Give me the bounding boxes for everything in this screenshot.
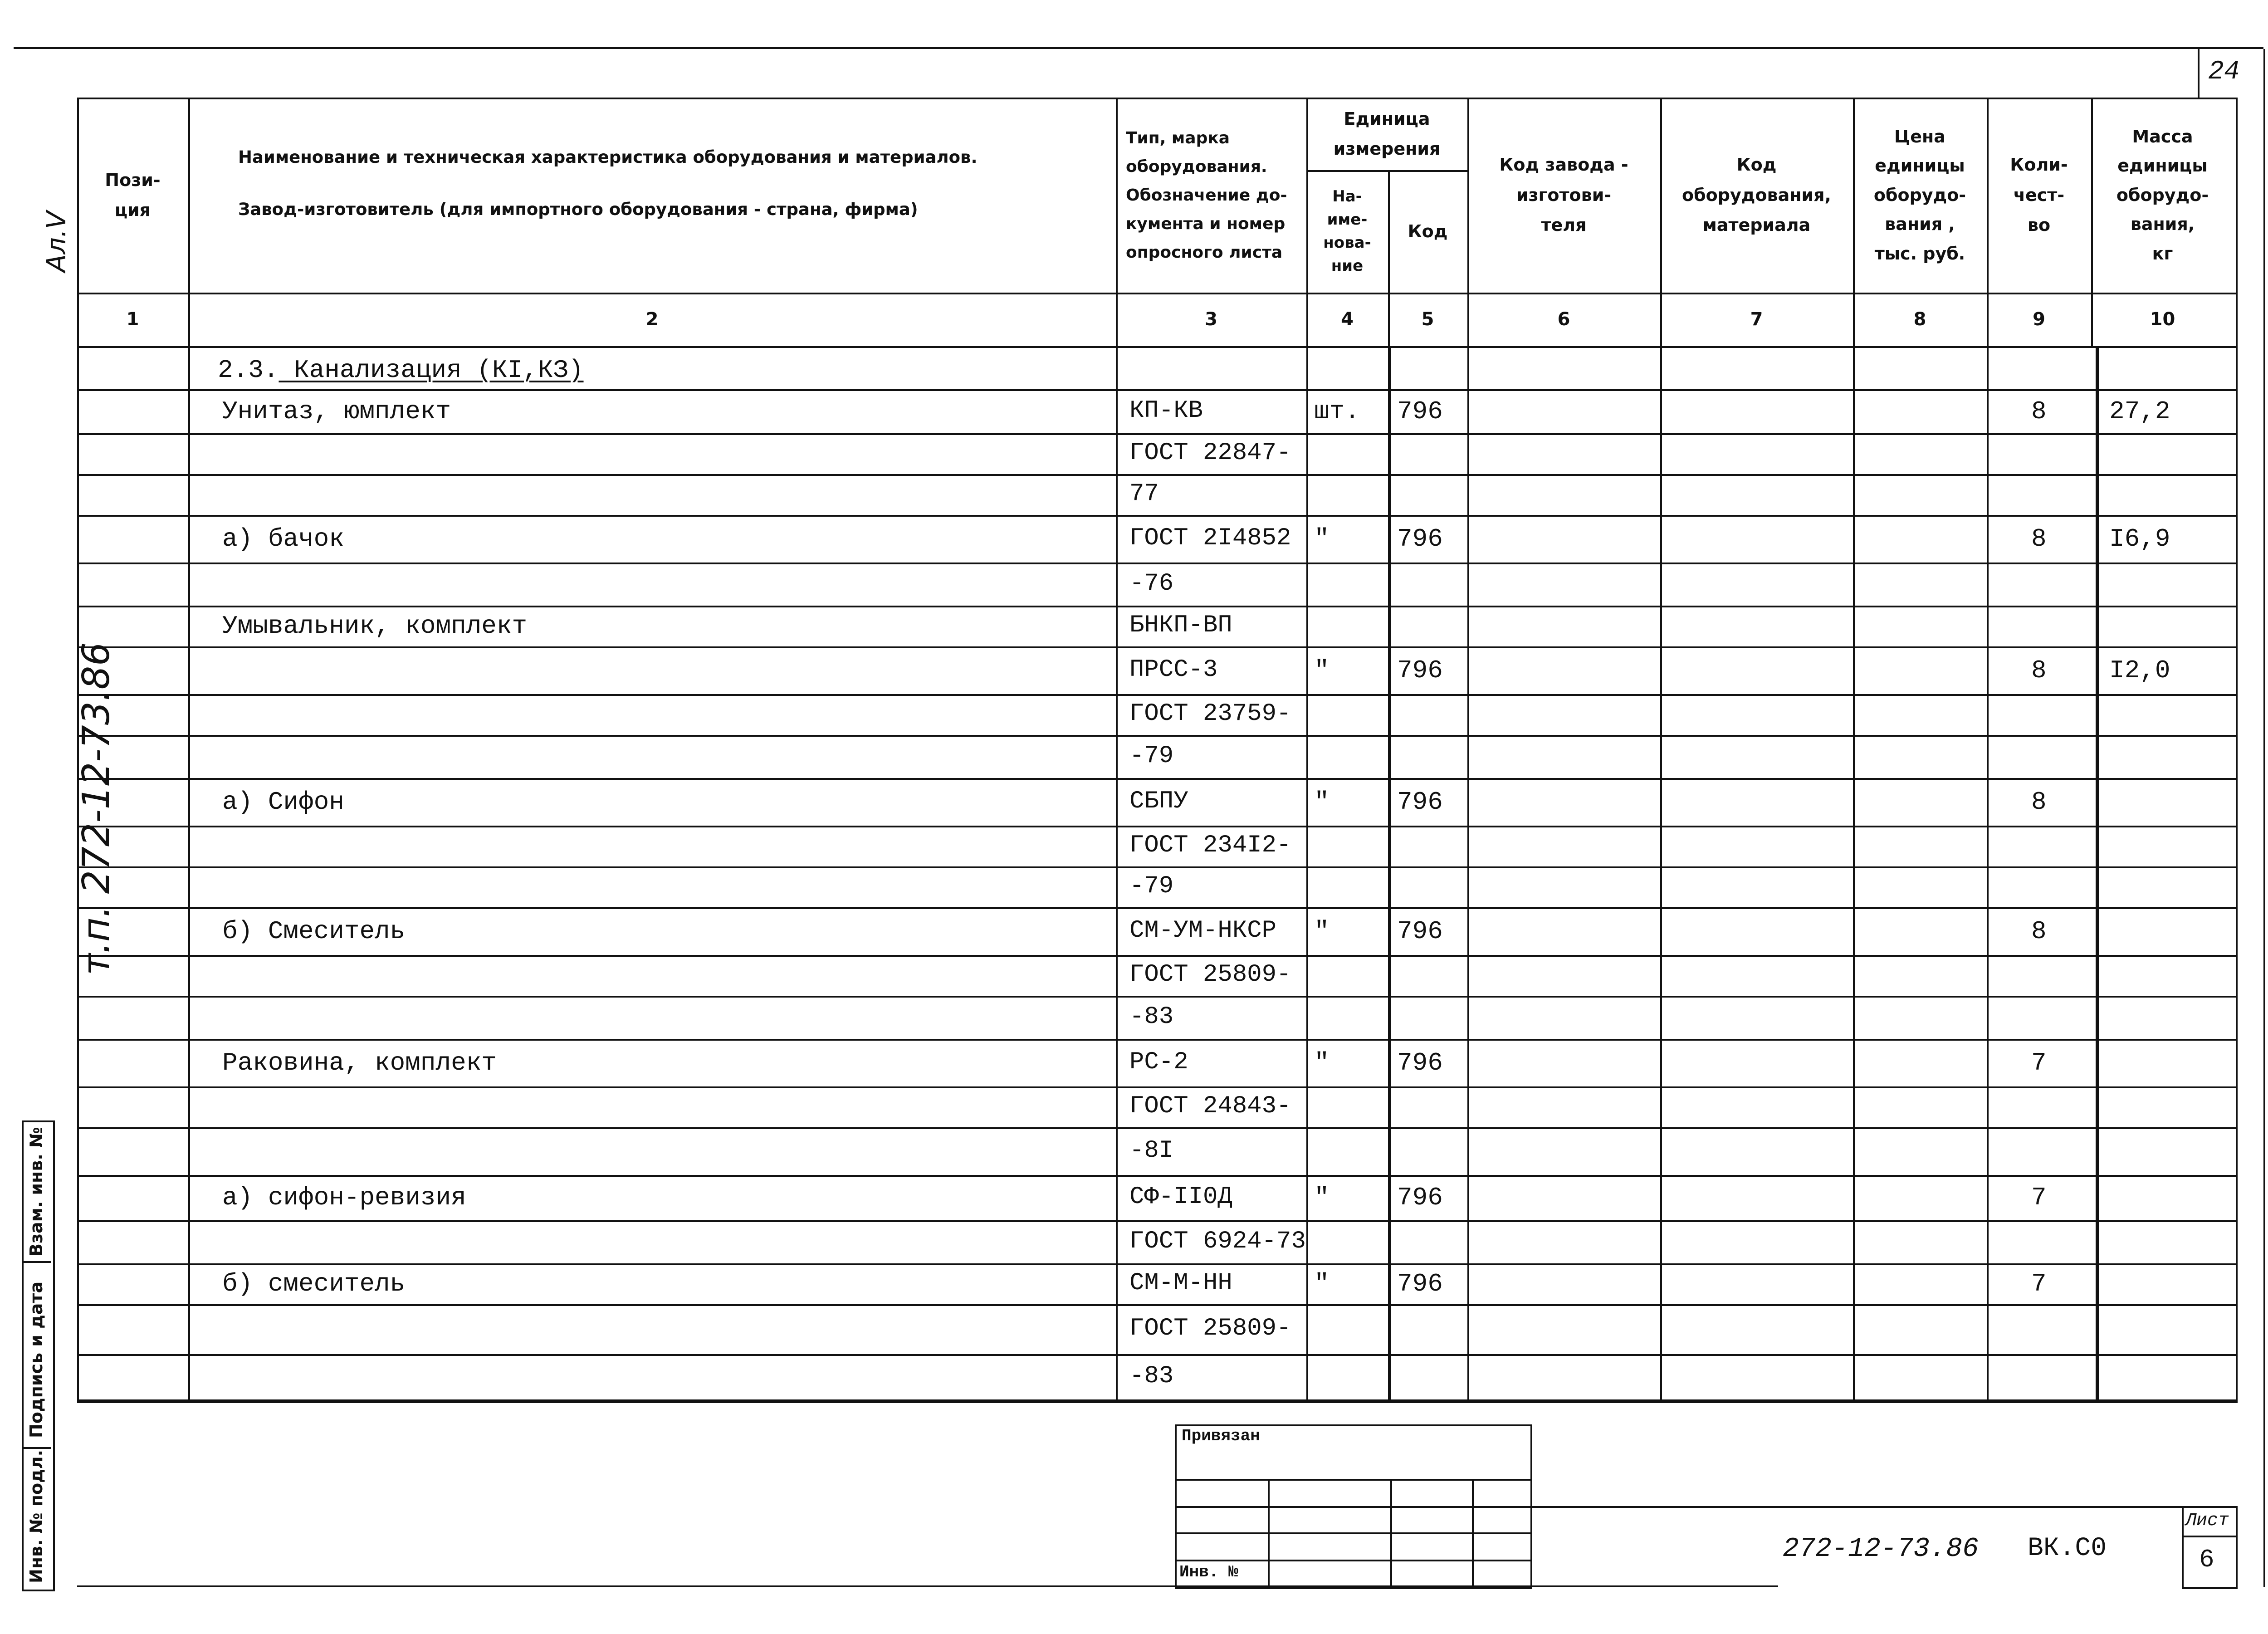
- cell-qty: 8: [2031, 916, 2047, 946]
- row-line: [77, 907, 2236, 909]
- page-number: 24: [2208, 57, 2240, 87]
- row-line: [77, 1175, 2236, 1177]
- cell-type: ГОСТ 24843-: [1129, 1092, 1291, 1120]
- col-number-1: 1: [126, 309, 139, 330]
- cell-type: СМ-М-НН: [1129, 1269, 1232, 1297]
- header-quantity: Коли- чест- во: [2010, 155, 2068, 235]
- header-unit-code: Код: [1408, 221, 1448, 241]
- cell-code: 796: [1397, 396, 1443, 426]
- cell-type: СБПУ: [1129, 787, 1188, 815]
- row-line: [77, 515, 2236, 517]
- top-frame-line: [14, 47, 2263, 49]
- row-line: [77, 826, 2236, 827]
- col-number-4: 4: [1341, 309, 1354, 330]
- cell-type: ГОСТ 2I4852: [1129, 524, 1291, 552]
- cell-unit: ": [1314, 524, 1330, 553]
- row-line: [77, 1354, 2236, 1356]
- page-number-box-left: [2198, 49, 2200, 99]
- cell-type: -76: [1129, 569, 1174, 597]
- header-name-line2: Завод-изготовитель (для импортного оборудования - страна, фирма): [238, 200, 918, 219]
- cell-type: ГОСТ 25809-: [1129, 1315, 1291, 1342]
- cell-unit: ": [1314, 1183, 1330, 1212]
- cell-type: -79: [1129, 742, 1174, 770]
- cell-code: 796: [1397, 656, 1443, 685]
- row-line: [77, 866, 2236, 868]
- row-line: [77, 646, 2236, 648]
- cell-qty: 8: [2031, 787, 2047, 817]
- col-number-2: 2: [645, 309, 659, 330]
- cell-name: а) Сифон: [222, 787, 344, 817]
- row-line: [77, 1039, 2236, 1041]
- col-number-6: 6: [1557, 309, 1570, 330]
- row-line: [77, 1127, 2236, 1129]
- cell-type: РС-2: [1129, 1048, 1188, 1076]
- sheet-label: Лист: [2185, 1511, 2229, 1531]
- body-thick-block: [1388, 346, 2099, 1403]
- cell-code: 796: [1397, 787, 1443, 817]
- header-equipment-code: Код оборудования, материала: [1682, 155, 1831, 235]
- cell-mass: I6,9: [2109, 524, 2170, 553]
- section-title: [218, 357, 584, 383]
- header-unit-name: На- име- нова- ние: [1323, 187, 1371, 275]
- header-unit-group: Единица измерения: [1333, 108, 1441, 159]
- cell-unit: ": [1314, 1269, 1330, 1298]
- col-number-9: 9: [2033, 309, 2045, 330]
- header-price: Цена единицы оборудо- вания , тыс. руб.: [1873, 126, 1966, 264]
- row-line: [77, 1086, 2236, 1088]
- cell-name: а) сифон-ревизия: [222, 1183, 466, 1212]
- header-factory-code: Код завода - изготови- теля: [1499, 155, 1628, 235]
- col-number-5: 5: [1421, 309, 1434, 330]
- project-code-vertical: т.п. 272-12-73.86: [75, 642, 118, 975]
- cell-type: ГОСТ 22847-: [1129, 439, 1291, 467]
- cell-type: ГОСТ 23759-: [1129, 700, 1291, 728]
- cell-name: Умывальник, комплект: [222, 612, 528, 641]
- cell-qty: 7: [2031, 1269, 2047, 1298]
- cell-unit: ": [1314, 1048, 1330, 1077]
- cell-name: Унитаз, юмплект: [222, 396, 451, 426]
- row-line: [77, 563, 2236, 564]
- row-line: [77, 606, 2236, 607]
- cell-name: Раковина, комплект: [222, 1048, 497, 1077]
- cell-code: 796: [1397, 524, 1443, 553]
- cell-code: 796: [1397, 1048, 1443, 1077]
- cell-type: -8I: [1129, 1136, 1174, 1164]
- cell-type: ГОСТ 25809-: [1129, 961, 1291, 988]
- row-line: [77, 1220, 2236, 1222]
- cell-code: 796: [1397, 916, 1443, 946]
- row-line: [77, 1263, 2236, 1265]
- row-line: [77, 433, 2236, 435]
- document-mark: ВК.С0: [2028, 1534, 2107, 1563]
- right-frame-line: [2263, 49, 2265, 1587]
- cell-name: б) Смеситель: [222, 916, 406, 946]
- section-name: Канализация (КI,КЗ): [279, 356, 584, 385]
- col-number-3: 3: [1205, 309, 1217, 330]
- cell-unit: ": [1314, 916, 1330, 946]
- stamp-original-inv: Инв. № подл.: [26, 1449, 46, 1583]
- album-label: Ал.V: [41, 211, 72, 272]
- header-name-line1: Наименование и техническая характеристика оборудования и материалов.: [238, 147, 978, 167]
- binding-label: Привязан: [1182, 1427, 1260, 1445]
- cell-name: а) бачок: [222, 524, 344, 553]
- cell-type: ГОСТ 6924-73: [1129, 1227, 1306, 1255]
- cell-qty: 8: [2031, 396, 2047, 426]
- cell-type: ПРСС-3: [1129, 656, 1218, 684]
- cell-type: СФ-II0Д: [1129, 1183, 1232, 1211]
- cell-name: б) смеситель: [222, 1269, 406, 1298]
- table-bottom-line: [77, 1399, 2236, 1401]
- sheet-number: 6: [2199, 1545, 2214, 1574]
- row-line: [77, 474, 2236, 476]
- row-line: [77, 955, 2236, 957]
- inv-label: Инв. №: [1179, 1563, 1238, 1581]
- cell-type: КП-КВ: [1129, 396, 1203, 425]
- cell-qty: 7: [2031, 1048, 2047, 1077]
- header-name: [188, 98, 1116, 293]
- col-number-8: 8: [1913, 309, 1926, 330]
- row-line: [77, 996, 2236, 998]
- row-line: [77, 694, 2236, 696]
- cell-mass: I2,0: [2109, 656, 2170, 685]
- cell-type: БНКП-ВП: [1129, 612, 1232, 639]
- cell-qty: 7: [2031, 1183, 2047, 1212]
- title-block-line: [1529, 1506, 2234, 1508]
- cell-code: 796: [1397, 1269, 1443, 1298]
- cell-unit: ": [1314, 787, 1330, 817]
- cell-unit: ": [1314, 656, 1330, 685]
- document-code: 272-12-73.86: [1783, 1534, 1979, 1565]
- col-number-10: 10: [2150, 309, 2175, 330]
- section-row-line: [77, 389, 2236, 391]
- cell-qty: 8: [2031, 524, 2047, 553]
- header-mass: Масса единицы оборудо- вания, кг: [2116, 126, 2209, 264]
- header-position: Пози- ция: [105, 170, 161, 220]
- cell-type: -83: [1129, 1003, 1174, 1031]
- cell-qty: 8: [2031, 656, 2047, 685]
- section-prefix: 2.3.: [218, 356, 279, 385]
- row-line: [77, 1304, 2236, 1306]
- cell-type: -83: [1129, 1362, 1174, 1390]
- row-line: [77, 735, 2236, 737]
- cell-type: -79: [1129, 872, 1174, 900]
- header-type-mark: Тип, марка оборудования. Обозначение до- кумента и номер опросного листа: [1126, 128, 1287, 262]
- bottom-frame-line: [77, 1585, 1778, 1587]
- cell-type: СМ-УМ-НКСР: [1129, 916, 1277, 944]
- cell-mass: 27,2: [2109, 396, 2170, 426]
- stamp-replace-inv: Взам. инв. №: [26, 1127, 46, 1257]
- cell-unit: шт.: [1314, 396, 1360, 426]
- col-number-7: 7: [1750, 309, 1763, 330]
- cell-code: 796: [1397, 1183, 1443, 1212]
- cell-type: 77: [1129, 480, 1159, 508]
- cell-type: ГОСТ 234I2-: [1129, 832, 1291, 859]
- row-line: [77, 778, 2236, 780]
- stamp-signature-date: Подпись и дата: [26, 1281, 46, 1438]
